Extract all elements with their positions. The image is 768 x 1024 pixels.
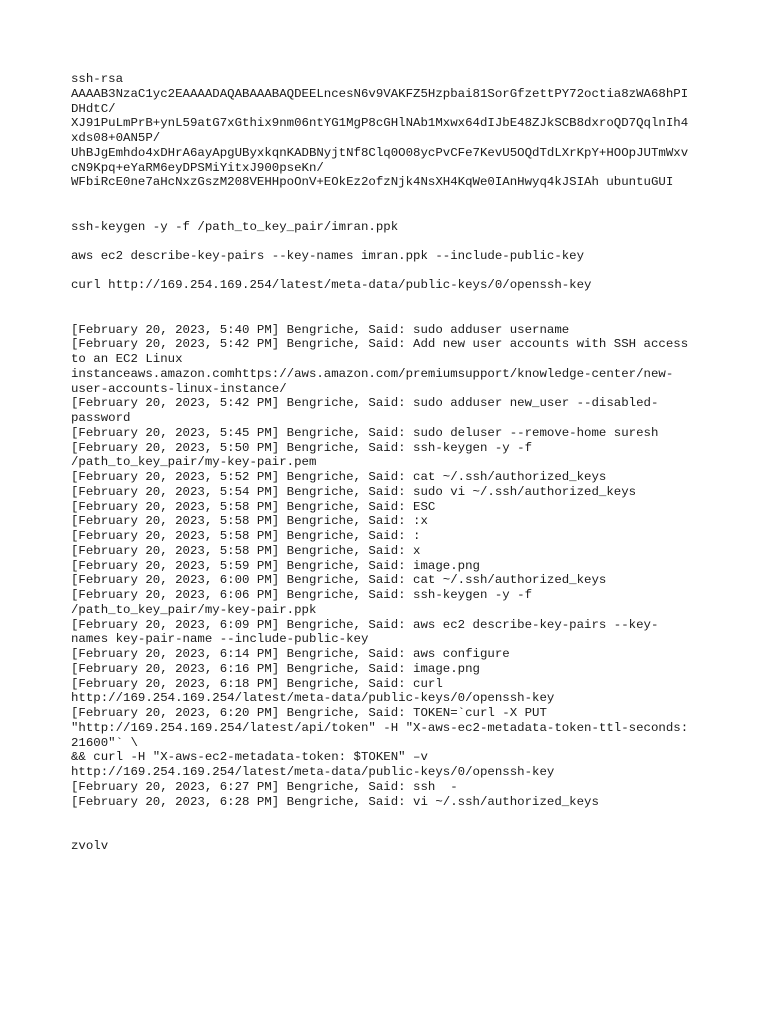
chat-log-line: [February 20, 2023, 6:06 PM] Bengriche, Said: ssh-keygen -y -f — [71, 588, 533, 603]
chat-log-line: /path_to_key_pair/my-key-pair.ppk — [71, 602, 317, 617]
document-body — [71, 72, 711, 854]
chat-log-line: [February 20, 2023, 6:28 PM] Bengriche, Said: vi ~/.ssh/authorized_keys — [71, 794, 599, 809]
chat-log-line: [February 20, 2023, 6:09 PM] Bengriche, Said: aws ec2 describe-key-pairs --key- — [71, 617, 659, 632]
chat-log-line: /path_to_key_pair/my-key-pair.pem — [71, 455, 317, 470]
chat-log-line: 21600"` \ — [71, 735, 138, 750]
chat-log-line: [February 20, 2023, 6:14 PM] Bengriche, Said: aws configure — [71, 647, 510, 662]
ssh-rsa-line: ssh-rsa — [71, 72, 124, 86]
ssh-keygen-command: ssh-keygen -y -f /path_to_key_pair/imran.ppk — [71, 219, 399, 234]
spacer — [71, 264, 711, 279]
chat-log-line: [February 20, 2023, 6:00 PM] Bengriche, Said: cat ~/.ssh/authorized_keys — [71, 573, 607, 588]
ssh-rsa-line: DHdtC/ — [71, 101, 116, 116]
curl-command: curl http://169.254.169.254/latest/meta-data/public-keys/0/openssh-key — [71, 278, 592, 293]
chat-log-line: [February 20, 2023, 5:58 PM] Bengriche, Said: ESC — [71, 499, 436, 514]
spacer — [71, 293, 711, 323]
footer-word: zvolv — [71, 838, 109, 853]
spacer — [71, 190, 711, 220]
chat-log-line: && curl -H "X-aws-ec2-metadata-token: $TOKEN" –v — [71, 750, 428, 765]
ssh-rsa-line: cN9Kpq+eYaRM6eyDPSMiYitxJ900pseKn/ — [71, 160, 324, 175]
chat-log-line: instanceaws.amazon.comhttps://aws.amazon.com/premiumsupport/knowledge-center/new- — [71, 366, 674, 381]
chat-log-line: [February 20, 2023, 5:59 PM] Bengriche, Said: image.png — [71, 558, 480, 573]
chat-log-line: [February 20, 2023, 5:58 PM] Bengriche, Said: : — [71, 529, 421, 544]
chat-log-line: [February 20, 2023, 5:50 PM] Bengriche, Said: ssh-keygen -y -f — [71, 440, 533, 455]
chat-log-line: [February 20, 2023, 5:40 PM] Bengriche, Said: sudo adduser username — [71, 322, 570, 337]
ssh-rsa-line: UhBJgEmhdo4xDHrA6ayApgUByxkqnKADBNyjtNf8Clq0O08ycPvCFe7KevU5OQdTdLXrKpY+HOOpJUTmWxv — [71, 145, 689, 160]
chat-log-line: [February 20, 2023, 5:54 PM] Bengriche, Said: sudo vi ~/.ssh/authorized_keys — [71, 484, 637, 499]
chat-log-line: [February 20, 2023, 5:45 PM] Bengriche, Said: sudo deluser --remove-home suresh — [71, 425, 659, 440]
ssh-rsa-line: XJ91PuLmPrB+ynL59atG7xGthix9nm06ntYG1MgP8cGHlNAb1Mxwx64dIJbE48ZJkSCB8dxroQD7QqlnIh4 — [71, 116, 689, 131]
chat-log-line: user-accounts-linux-instance/ — [71, 381, 287, 396]
chat-log-line: [February 20, 2023, 5:42 PM] Bengriche, Said: sudo adduser new_user --disabled- — [71, 396, 659, 411]
chat-log-line: [February 20, 2023, 5:52 PM] Bengriche, Said: cat ~/.ssh/authorized_keys — [71, 470, 607, 485]
ssh-rsa-line: WFbiRcE0ne7aHcNxzGszM208VEHHpoOnV+EOkEz2ofzNjk4NsXH4KqWe0IAnHwyq4kJSIAh ubuntuGUI — [71, 175, 674, 190]
chat-log-line: "http://169.254.169.254/latest/api/token" -H "X-aws-ec2-metadata-token-ttl-seconds: — [71, 720, 689, 735]
spacer — [71, 234, 711, 249]
aws-describe-command: aws ec2 describe-key-pairs --key-names imran.ppk --include-public-key — [71, 248, 585, 263]
ssh-rsa-line: xds08+0AN5P/ — [71, 131, 161, 145]
chat-log — [71, 323, 711, 810]
chat-log-line: [February 20, 2023, 6:20 PM] Bengriche, Said: TOKEN=`curl -X PUT — [71, 706, 547, 721]
chat-log-line: [February 20, 2023, 6:27 PM] Bengriche, Said: ssh - — [71, 779, 458, 794]
chat-log-line: [February 20, 2023, 6:16 PM] Bengriche, Said: image.png — [71, 661, 480, 676]
ssh-rsa-key-block — [71, 72, 711, 190]
chat-log-line: password — [71, 411, 131, 426]
chat-log-line: [February 20, 2023, 6:18 PM] Bengriche, Said: curl — [71, 676, 443, 691]
chat-log-line: [February 20, 2023, 5:58 PM] Bengriche, Said: x — [71, 543, 421, 558]
chat-log-line: names key-pair-name --include-public-key — [71, 632, 369, 647]
chat-log-line: http://169.254.169.254/latest/meta-data/public-keys/0/openssh-key — [71, 765, 555, 780]
ssh-rsa-line: AAAAB3NzaC1yc2EAAAADAQABAAABAQDEELncesN6v9VAKFZ5Hzpbai81SorGfzettPY72octia8zWA68hPI — [71, 86, 689, 101]
chat-log-line: [February 20, 2023, 5:58 PM] Bengriche, Said: :x — [71, 514, 428, 529]
chat-log-line: [February 20, 2023, 5:42 PM] Bengriche, Said: Add new user accounts with SSH access — [71, 337, 689, 352]
chat-log-line: http://169.254.169.254/latest/meta-data/public-keys/0/openssh-key — [71, 691, 555, 706]
chat-log-line: to an EC2 Linux — [71, 352, 183, 367]
spacer — [71, 809, 711, 839]
